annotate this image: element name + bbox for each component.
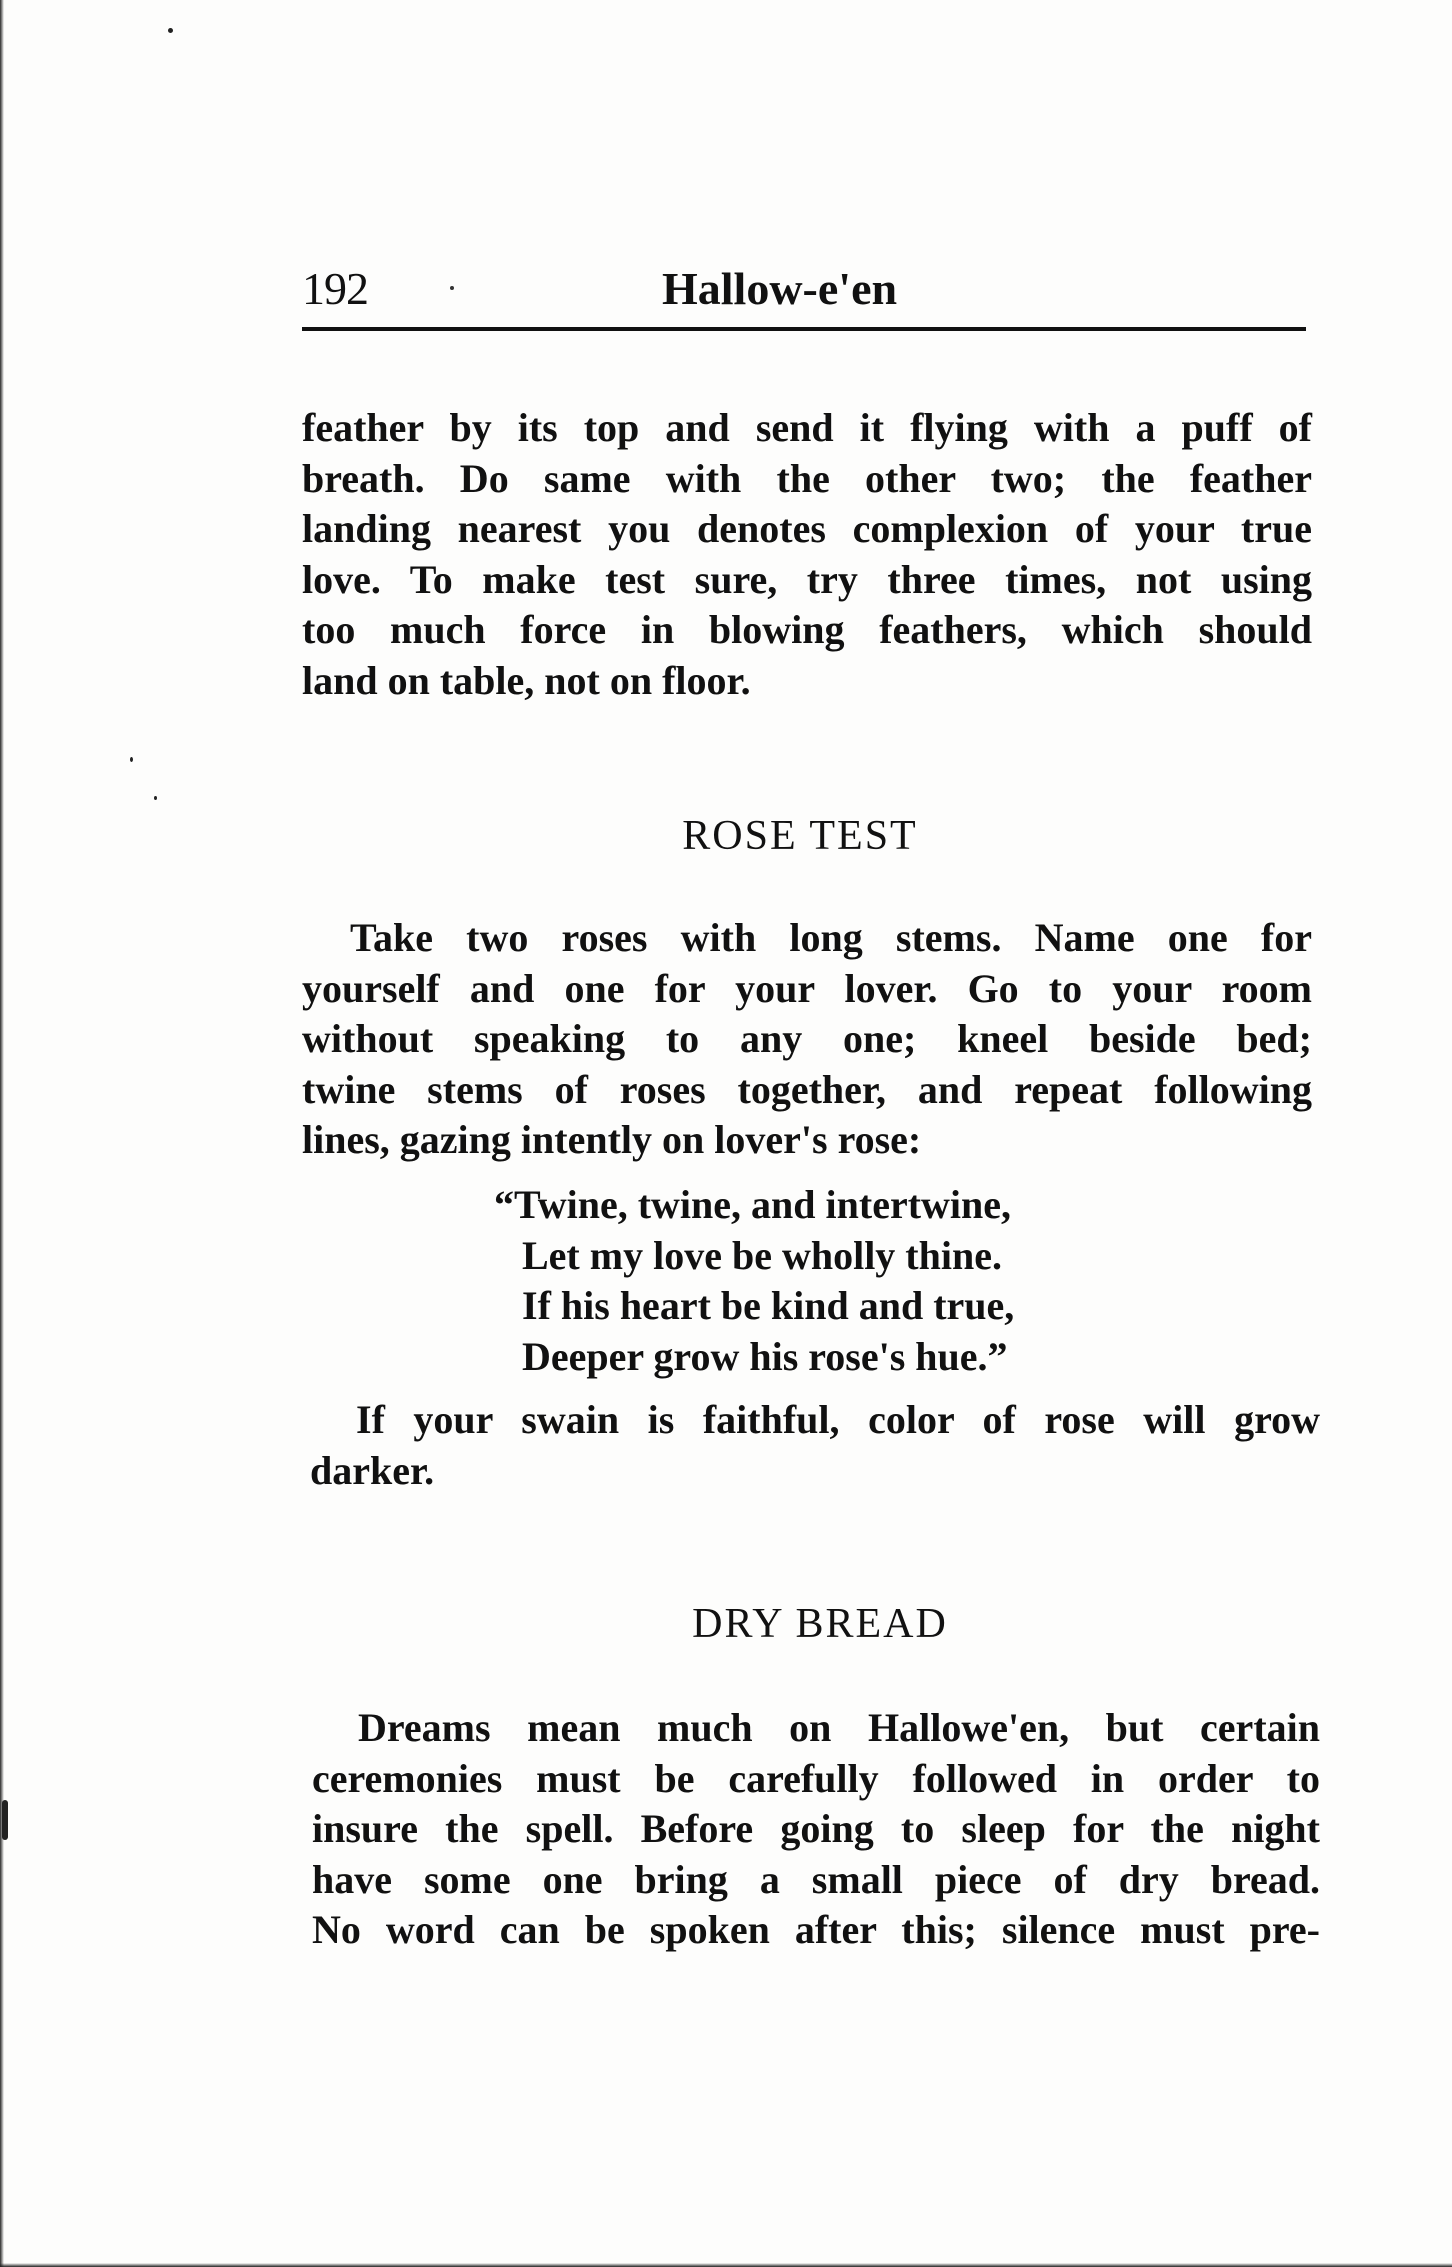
text-line: lines, gazing intently on lover's rose: <box>302 1117 922 1162</box>
scan-speck <box>130 757 133 762</box>
rose-test-conclusion <box>310 1395 1320 1496</box>
text-line: have some one bring a small piece of dry bread. <box>312 1856 1320 1902</box>
text-line: breath. Do same with the other two; the feather <box>302 455 1312 501</box>
poem-line: “Twine, twine, and intertwine, <box>494 1182 1012 1227</box>
text-line: Take two roses with long stems. Name one for <box>350 915 1312 960</box>
text-line: No word can be spoken after this; silence must pre- <box>312 1907 1320 1952</box>
section-heading-rose-test: ROSE TEST <box>682 813 918 859</box>
text-line: love. To make test sure, try three times, not using <box>302 556 1312 602</box>
text-line: Dreams mean much on Hallowe'en, but certain <box>358 1705 1320 1750</box>
page-number: 192 <box>302 263 368 314</box>
text-line: too much force in blowing feathers, which should <box>302 607 1312 652</box>
running-title: Hallow-e'en <box>662 263 898 314</box>
dry-bread-paragraph <box>312 1703 1320 1956</box>
text-line: land on table, not on floor. <box>302 657 751 703</box>
text-line: If your swain is faithful, color of rose will grow <box>356 1397 1320 1442</box>
section-heading-dry-bread: DRY BREAD <box>692 1601 948 1647</box>
text-line: without speaking to any one; kneel beside bed; <box>302 1016 1312 1061</box>
rose-test-paragraph <box>302 913 1312 1166</box>
text-line: landing nearest you denotes complexion of your true <box>302 506 1312 551</box>
running-header <box>302 262 1306 324</box>
text-line: twine stems of roses together, and repeat following <box>302 1066 1312 1112</box>
scan-speck <box>2 1800 8 1840</box>
poem-line: Deeper grow his rose's hue.” <box>522 1333 1008 1379</box>
intro-paragraph <box>302 403 1312 706</box>
text-line: yourself and one for your lover. Go to your room <box>302 965 1312 1011</box>
text-line: feather by its top and send it flying with a puff of <box>302 405 1312 450</box>
scan-edge-left <box>0 0 4 2267</box>
scan-speck <box>168 28 173 33</box>
poem-line: If his heart be kind and true, <box>522 1283 1015 1328</box>
text-line: insure the spell. Before going to sleep for the night <box>312 1806 1320 1851</box>
rose-poem <box>494 1180 1014 1382</box>
poem-line: Let my love be wholly thine. <box>522 1232 1002 1278</box>
text-line: ceremonies must be carefully followed in order to <box>312 1755 1320 1801</box>
text-line: darker. <box>310 1447 435 1493</box>
scan-speck <box>154 796 157 800</box>
header-dot <box>450 286 454 290</box>
header-rule <box>302 327 1306 331</box>
scan-edge-bottom <box>0 2263 1452 2267</box>
